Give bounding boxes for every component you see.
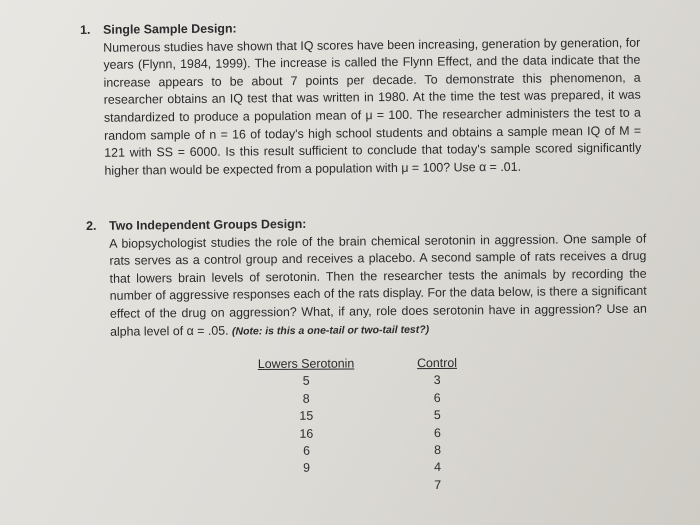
question-2-body: A biopsychologist studies the role of the brain chemical serotonin in aggression. One sample of rats serves as a control group and receives a placebo. A second sample of rats receives a drug that lowers brain levels of serotonin. Then the researcher tests the animals by recording the number of aggressive responses each of the rats display. For the data below, is there a significant effect of the drug on aggression? What, if any, role does serotonin have in aggression? Use an alpha level of α = .05. — [109, 231, 647, 339]
question-2-title: Two Independent Groups Design: — [109, 216, 307, 233]
table-cell: 5 — [302, 374, 310, 389]
question-1-text: Numerous studies have shown that IQ scores have been increasing, generation by generation, for years (Flynn, 1984, 1999). The increase is called the Flynn Effect, and the data indicate that the increase appears to be about 7 points per decade. To demonstrate this phenomenon, a researcher obtains an IQ test that was written in 1980. At the time the test was prepared, it was standardized to produce a population mean of μ = 100. The researcher administers the test to a random sample of n = 16 of today's high school students and obtains a sample mean IQ of M = 121 with SS = 6000. Is this result sufficient to conclude that today's sample scored significantly higher than would be expected from a population with μ = 100? Use α = .01. — [103, 35, 642, 178]
question-2 — [86, 213, 647, 343]
table-cell: 4 — [434, 460, 442, 475]
control-header: Control — [417, 355, 458, 371]
table-cell: 8 — [302, 391, 310, 406]
question-1 — [80, 17, 641, 181]
table-cell: 6 — [433, 390, 441, 405]
table-cell: 3 — [433, 373, 441, 388]
lowers-serotonin-column — [253, 355, 360, 477]
question-2-text — [109, 230, 647, 342]
table-cell: 8 — [434, 443, 441, 458]
lowers-serotonin-header: Lowers Serotonin — [257, 356, 355, 371]
table-cell: 7 — [434, 477, 442, 492]
question-2-note: (Note: is this a one-tail or two-tail test?) — [231, 323, 430, 338]
question-1-number: 1. — [80, 22, 91, 37]
question-2-number: 2. — [86, 218, 97, 233]
question-1-title: Single Sample Design: — [103, 21, 237, 37]
table-cell: 15 — [299, 408, 314, 423]
table-cell: 6 — [303, 443, 310, 458]
data-table — [253, 355, 468, 492]
table-cell: 5 — [433, 408, 441, 423]
control-column — [413, 355, 462, 494]
table-cell: 16 — [299, 426, 314, 441]
table-cell: 6 — [433, 425, 441, 440]
table-cell: 9 — [303, 461, 311, 476]
